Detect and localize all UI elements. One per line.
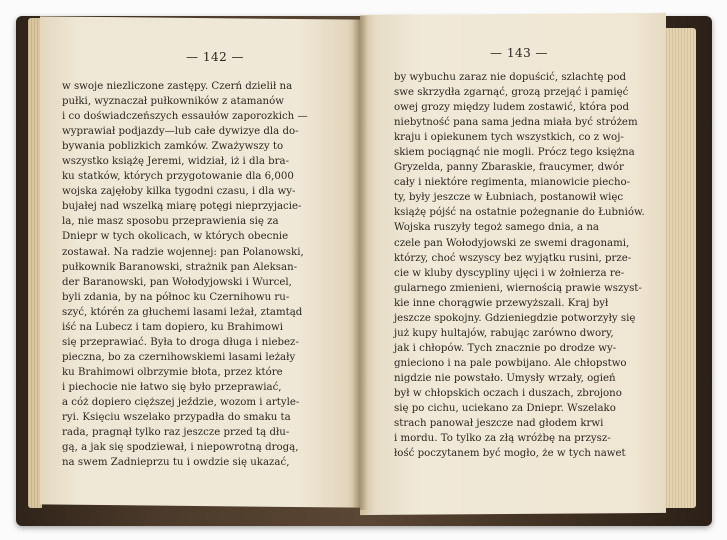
text-line: ku statków, których przygotowanie dla 6,000: [62, 171, 294, 183]
text-line: szyć, którén za głuchemi lasami leżał, ztamtąd: [62, 306, 303, 318]
text-line: la, nie masz sposobu przeprawienia się za: [62, 216, 279, 228]
text-line: kraju i opiekunem tych wszystkich, co z woj-: [394, 132, 624, 144]
text-line: a cóż dopiero cięższej jeździe, wozom i artyle-: [62, 396, 300, 408]
text-line: ku Brahimowi olbrzymie błota, przez które: [62, 366, 283, 378]
book-gutter: [352, 16, 368, 510]
text-line: strach panował jeszcze nad głodem krwi: [394, 418, 604, 430]
text-line: jak i chłopów. Tych znacznie po drodze wy-: [394, 342, 617, 354]
text-line: łość poczytanem być mogło, że w tych nawet: [394, 448, 626, 460]
text-line: bywania poblizkich zamków. Zważywszy to: [62, 141, 284, 153]
text-line: gą, a jak się spodziewał, i niepowrotną drogą,: [62, 442, 299, 454]
text-line: swe skrzydła zgarnąć, grozą przejąć i pamięć: [394, 87, 629, 99]
text-line: der Baranowski, pan Wołodyjowski i Wurcel,: [62, 276, 292, 288]
text-line: na swem Zadnieprzu tu i owdzie się ukazać,: [62, 457, 290, 469]
text-line: w swoje niezliczone zastępy. Czerń dzielił na: [62, 81, 293, 92]
text-line: by wybuchu zaraz nie dopuścić, szlachtę pod: [394, 72, 627, 83]
text-line: którzy, choć wszyscy bez wyjątku rusini, prze-: [394, 252, 632, 264]
text-line: bujałej nad wszelką miarę potęgi nieprzyjacie-: [62, 201, 302, 213]
text-line: wszystko książę Jeremi, widział, iż i dla bra-: [62, 156, 290, 168]
text-line: pieczna, bo za czernihowskiemi lasami leżały: [62, 351, 296, 363]
text-line: owej grozy między ludem zostawić, która pod: [394, 102, 630, 114]
text-line: gularnego zmienieni, wiernością prawie wszyst-: [394, 282, 642, 294]
text-line: się przeprawiać. Była to droga długa i niebez-: [62, 336, 299, 348]
text-line: czele pan Wołodyjowski ze swemi dragonami,: [394, 237, 630, 249]
text-line: kie inne chorągwie przewyższali. Kraj był: [394, 297, 609, 309]
text-line: wojska zajęłoby kilka tygodni czasu, i dla wy-: [62, 186, 296, 198]
text-line: cały i niektóre regimenta, mianowicie piecho-: [394, 177, 631, 189]
right-page-number: — 143 —: [490, 46, 549, 60]
text-line: wyprawiał podjazdy—lub całe dywizye dla do-: [62, 126, 299, 138]
text-line: i co doświadczeńszych essaułów zaporozkich —: [62, 111, 308, 123]
text-line: był w chłopskich oczach i duszach, zbrojono: [394, 387, 622, 399]
text-line: Dniepr w tych okolicach, w których obecnie: [62, 231, 289, 243]
text-line: skiem pociągnąć nie mogli. Prócz tego księżna: [394, 147, 635, 159]
text-line: byli zdania, by na północ ku Czernihowu ru-: [62, 291, 290, 303]
right-page-text: [394, 70, 656, 461]
text-line: już kupy hultajów, rabując zarówno dwory,: [394, 327, 614, 339]
text-line: książę pójść na ostatnie pożegnanie do Łubniów.: [394, 207, 645, 219]
text-line: gnieciono i na pale powbijano. Ale chłopstwo: [394, 357, 627, 369]
text-line: i mordu. To tylko za złą wróżbę na przysz-: [394, 433, 611, 445]
text-line: się po cichu, uciekano za Dniepr. Wszelako: [394, 403, 616, 415]
text-line: zostawał. Na radzie wojennej: pan Polanowski,: [62, 246, 304, 258]
text-line: Gryzelda, panny Zbaraskie, fraucymer, dwór: [394, 162, 624, 174]
text-line: ty, były jeszcze w Łubniach, postanowił więc: [394, 192, 624, 204]
left-page-text: [62, 79, 352, 470]
text-line: niebytność pana sama jedna miała być stróżem: [394, 117, 638, 129]
text-line: rada, pragnął tylko raz jeszcze przed tą dłu-: [62, 427, 290, 439]
text-line: cie w kluby dyscypliny ujęci i w żołnierza re-: [394, 267, 625, 279]
left-page-number: — 142 —: [186, 50, 245, 64]
text-line: ryi. Księciu wszelako przypadła do smaku ta: [62, 412, 291, 424]
text-line: i piechocie nie łatwo się było przeprawiać,: [62, 381, 282, 393]
text-line: nigdzie nie powstało. Umysły wrzały, ogień: [394, 372, 616, 384]
text-line: iść na Lubecz i tam dopiero, ku Brahimowi: [62, 321, 283, 333]
text-line: pułkownik Baranowski, strażnik pan Aleksan-: [62, 261, 298, 273]
text-line: jeszcze spokojny. Gdzieniegdzie potworzyły się: [394, 312, 636, 324]
text-line: Wojska ruszyły tegoż samego dnia, a na: [394, 222, 599, 234]
text-line: pułki, wyznaczał pułkowników z atamanów: [62, 96, 284, 108]
